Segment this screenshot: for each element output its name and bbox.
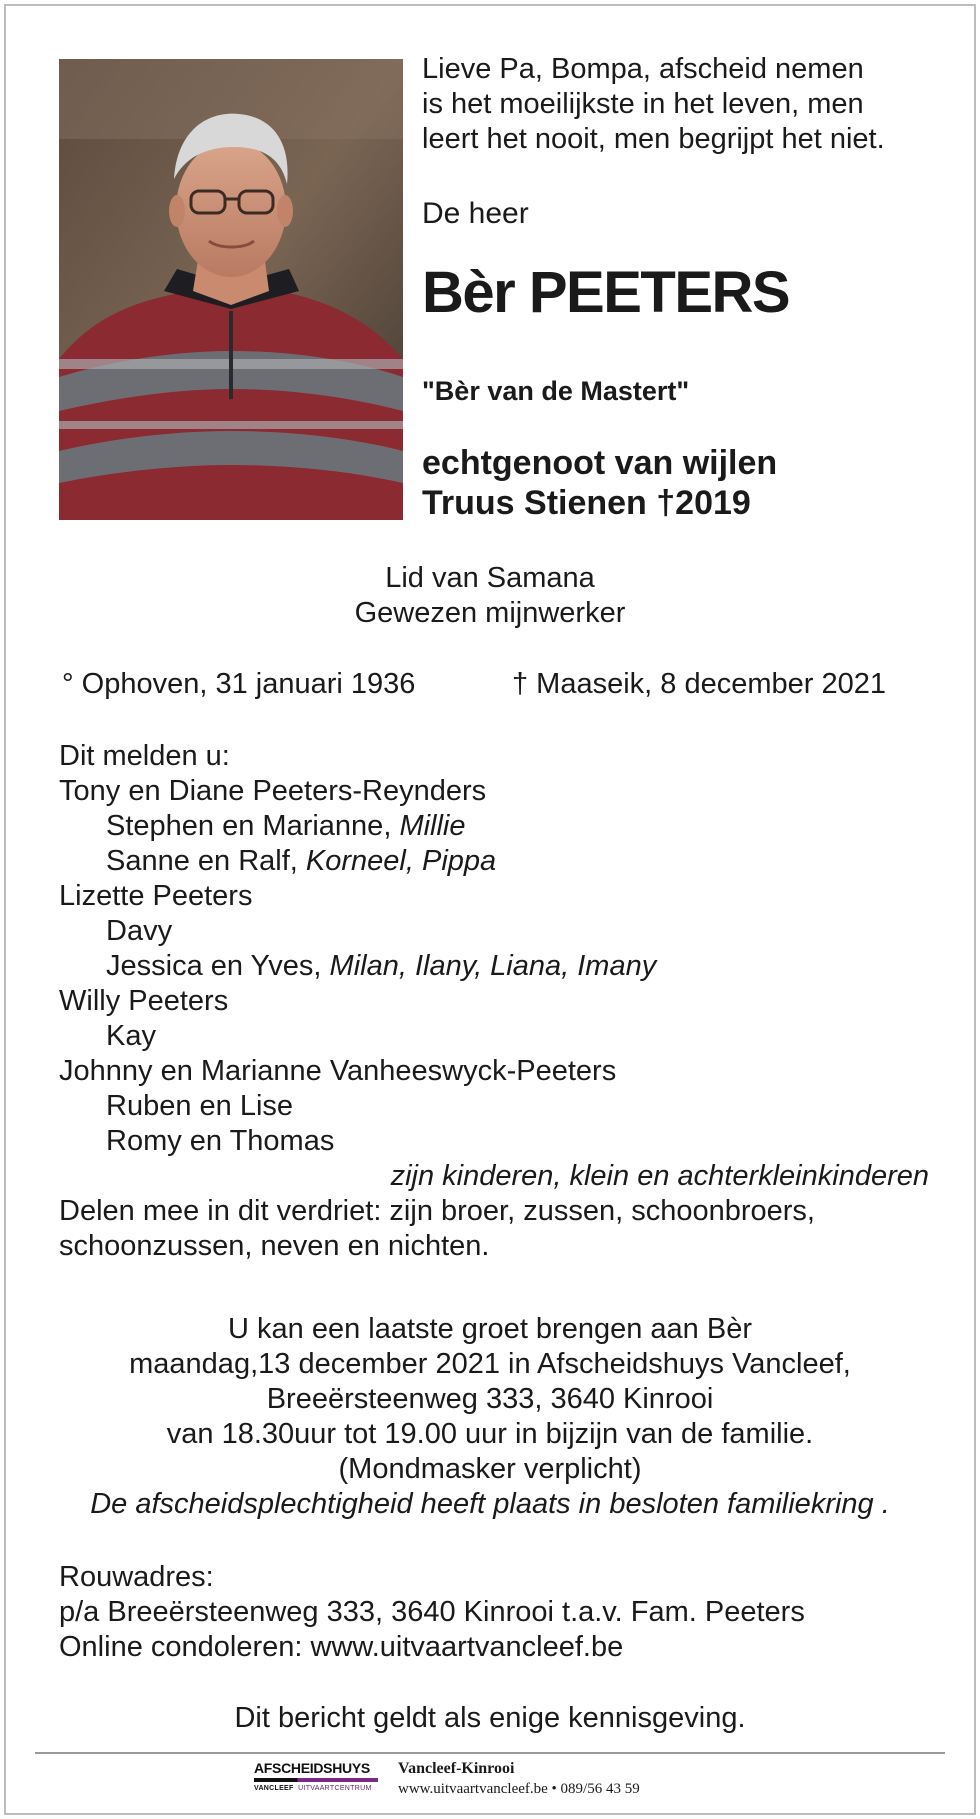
membership: Lid van Samana bbox=[385, 562, 595, 594]
logo-bar bbox=[254, 1778, 378, 1782]
family-line: Johnny en Marianne Vanheeswyck-Peeters bbox=[59, 1055, 617, 1087]
condolence-line: Online condoleren: www.uitvaartvancleef.be bbox=[59, 1631, 624, 1663]
ceremony-note: De afscheidsplechtigheid heeft plaats in besloten familiekring . bbox=[90, 1488, 890, 1520]
salutation: De heer bbox=[422, 197, 529, 230]
family-line: Ruben en Lise bbox=[106, 1090, 294, 1122]
quote-line: leert het nooit, men begrijpt het niet. bbox=[422, 123, 885, 155]
portrait-photo bbox=[59, 59, 403, 520]
visitation-line: van 18.30uur tot 19.00 uur in bijzijn van de familie. bbox=[166, 1418, 814, 1450]
share-line: schoonzussen, neven en nichten. bbox=[59, 1230, 490, 1262]
quote-line: Lieve Pa, Bompa, afscheid nemen bbox=[422, 53, 864, 85]
address-label: Rouwadres: bbox=[59, 1561, 214, 1593]
funeral-home-logo bbox=[254, 1760, 378, 1800]
family-line: Stephen en Marianne, Millie bbox=[106, 810, 466, 842]
firm-name: Vancleef-Kinrooi bbox=[398, 1760, 515, 1777]
visitation-line: maandag,13 december 2021 in Afscheidshuys Vancleef, bbox=[129, 1348, 851, 1380]
visitation-line: (Mondmasker verplicht) bbox=[338, 1453, 642, 1485]
occupation: Gewezen mijnwerker bbox=[354, 597, 626, 629]
family-line: Davy bbox=[106, 915, 173, 947]
family-line: Romy en Thomas bbox=[106, 1125, 335, 1157]
address-line: p/a Breeërsteenweg 333, 3640 Kinrooi t.a.v. Fam. Peeters bbox=[59, 1596, 805, 1628]
family-list bbox=[59, 739, 929, 1264]
portrait-illustration bbox=[59, 59, 403, 520]
death-date: † Maaseik, 8 december 2021 bbox=[512, 668, 886, 700]
spouse-line: echtgenoot van wijlen bbox=[422, 444, 778, 482]
logo-title: AFSCHEIDSHUYS bbox=[254, 1760, 370, 1776]
family-line: Willy Peeters bbox=[59, 985, 229, 1017]
share-line: Delen mee in dit verdriet: zijn broer, zussen, schoonbroers, bbox=[59, 1195, 815, 1227]
visitation-line: U kan een laatste groet brengen aan Bèr bbox=[228, 1313, 752, 1345]
spouse-line: Truus Stienen †2019 bbox=[422, 484, 751, 522]
nickname: "Bèr van de Mastert" bbox=[422, 376, 690, 406]
firm-contact: www.uitvaartvancleef.be • 089/56 43 59 bbox=[398, 1781, 640, 1797]
visitation-info bbox=[0, 1312, 980, 1522]
family-line: Tony en Diane Peeters-Reynders bbox=[59, 775, 487, 807]
spouse-info bbox=[422, 443, 777, 523]
closing-note: Dit bericht geldt als enige kennisgeving. bbox=[234, 1702, 746, 1734]
family-line: Lizette Peeters bbox=[59, 880, 253, 912]
visitation-line: Breeërsteenweg 333, 3640 Kinrooi bbox=[266, 1383, 714, 1415]
family-line: Jessica en Yves, Milan, Ilany, Liana, Imany bbox=[106, 950, 657, 982]
birth-date: ° Ophoven, 31 januari 1936 bbox=[62, 668, 416, 700]
family-line: Sanne en Ralf, Korneel, Pippa bbox=[106, 845, 497, 877]
logo-subtitle: VANCLEEF UITVAARTCENTRUM bbox=[254, 1785, 372, 1792]
quote-line: is het moeilijkste in het leven, men bbox=[422, 88, 864, 120]
opening-quote bbox=[422, 52, 962, 157]
deceased-name: Bèr PEETERS bbox=[422, 260, 790, 325]
family-line: Kay bbox=[106, 1020, 156, 1052]
mourning-address bbox=[59, 1560, 805, 1665]
family-relation: zijn kinderen, klein en achterkleinkinderen bbox=[390, 1160, 929, 1192]
family-intro: Dit melden u: bbox=[59, 740, 230, 772]
footer-divider bbox=[35, 1752, 945, 1754]
